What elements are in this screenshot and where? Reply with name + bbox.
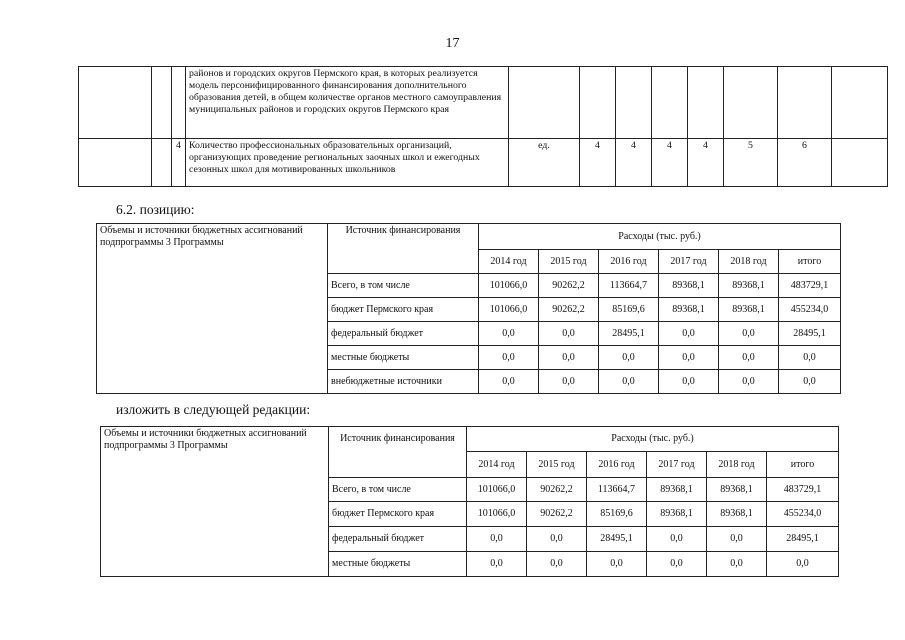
year-header: 2017 год <box>647 452 707 478</box>
value-cell: 89368,1 <box>659 298 719 322</box>
value-cell: 89368,1 <box>719 274 779 298</box>
value-cell: 101066,0 <box>467 478 527 502</box>
year-header: 2015 год <box>527 452 587 478</box>
value-cell: 0,0 <box>539 346 599 370</box>
indicators-table <box>78 66 888 187</box>
value-cell: 0,0 <box>707 527 767 552</box>
value-cell: 6 <box>778 139 832 187</box>
source-cell: бюджет Пермского края <box>329 502 467 527</box>
value-cell: 0,0 <box>599 346 659 370</box>
budget-table-old <box>96 223 841 394</box>
value-cell: 85169,6 <box>587 502 647 527</box>
source-cell: Всего, в том числе <box>329 478 467 502</box>
value-cell: 0,0 <box>659 346 719 370</box>
value-cell: 0,0 <box>719 370 779 394</box>
value-cell: 0,0 <box>599 370 659 394</box>
value-cell: 0,0 <box>659 322 719 346</box>
expenses-header: Расходы (тыс. руб.) <box>479 224 841 250</box>
value-cell: 89368,1 <box>719 298 779 322</box>
indicator-number: 4 <box>172 139 186 187</box>
year-header: 2014 год <box>479 250 539 274</box>
value-cell: 90262,2 <box>539 298 599 322</box>
indicator-unit: ед. <box>509 139 580 187</box>
year-header: итого <box>767 452 839 478</box>
value-cell: 0,0 <box>479 346 539 370</box>
section-heading: изложить в следующей редакции: <box>116 402 311 417</box>
value-cell: 89368,1 <box>647 502 707 527</box>
section-heading: 6.2. позицию: <box>116 202 195 217</box>
value-cell: 0,0 <box>779 346 841 370</box>
value-cell: 0,0 <box>719 322 779 346</box>
source-header: Источник финансирования <box>329 427 467 478</box>
value-cell: 0,0 <box>479 370 539 394</box>
source-cell: местные бюджеты <box>328 346 479 370</box>
value-cell: 90262,2 <box>527 478 587 502</box>
value-cell: 0,0 <box>527 527 587 552</box>
value-cell: 4 <box>616 139 652 187</box>
year-header: 2016 год <box>587 452 647 478</box>
value-cell: 455234,0 <box>767 502 839 527</box>
value-cell: 4 <box>688 139 724 187</box>
value-cell: 113664,7 <box>599 274 659 298</box>
year-header: 2018 год <box>719 250 779 274</box>
source-cell: внебюджетные источники <box>328 370 479 394</box>
value-cell: 90262,2 <box>527 502 587 527</box>
value-cell: 113664,7 <box>587 478 647 502</box>
value-cell: 0,0 <box>719 346 779 370</box>
value-cell: 4 <box>580 139 616 187</box>
value-cell: 0,0 <box>539 322 599 346</box>
year-header: 2014 год <box>467 452 527 478</box>
value-cell: 0,0 <box>767 552 839 577</box>
table-row <box>79 139 888 187</box>
source-cell: Всего, в том числе <box>328 274 479 298</box>
source-cell: бюджет Пермского края <box>328 298 479 322</box>
year-header: 2016 год <box>599 250 659 274</box>
budget-table-new <box>100 426 839 577</box>
expenses-header: Расходы (тыс. руб.) <box>467 427 839 452</box>
table-row <box>101 427 839 452</box>
value-cell: 483729,1 <box>779 274 841 298</box>
source-header: Источник финансирования <box>328 224 479 274</box>
year-header: 2015 год <box>539 250 599 274</box>
value-cell: 4 <box>652 139 688 187</box>
source-cell: федеральный бюджет <box>329 527 467 552</box>
value-cell: 101066,0 <box>467 502 527 527</box>
indicator-text: Количество профессиональных образовательных организаций, организующих проведение региональных заочных школ и ежегодных сезонных школ для мотивированных школьников <box>186 139 509 187</box>
value-cell: 0,0 <box>659 370 719 394</box>
value-cell: 0,0 <box>467 527 527 552</box>
year-header: 2018 год <box>707 452 767 478</box>
value-cell: 28495,1 <box>599 322 659 346</box>
value-cell: 28495,1 <box>587 527 647 552</box>
table-row <box>97 224 841 250</box>
value-cell: 89368,1 <box>707 478 767 502</box>
value-cell: 0,0 <box>779 370 841 394</box>
value-cell: 89368,1 <box>707 502 767 527</box>
value-cell: 28495,1 <box>767 527 839 552</box>
value-cell: 0,0 <box>647 552 707 577</box>
value-cell: 90262,2 <box>539 274 599 298</box>
table-row <box>79 67 888 139</box>
indicator-text: районов и городских округов Пермского края, в которых реализуется модель персонифицированного финансирования дополнительного образования детей, в общем количестве органов местного самоуправления муниципальных районов и городских округов Пермского края <box>186 67 509 139</box>
value-cell: 85169,6 <box>599 298 659 322</box>
year-header: итого <box>779 250 841 274</box>
value-cell: 483729,1 <box>767 478 839 502</box>
program-label: Объемы и источники бюджетных ассигнований подпрограммы 3 Программы <box>97 224 328 394</box>
value-cell: 101066,0 <box>479 298 539 322</box>
value-cell: 0,0 <box>647 527 707 552</box>
source-cell: местные бюджеты <box>329 552 467 577</box>
value-cell: 5 <box>724 139 778 187</box>
program-label: Объемы и источники бюджетных ассигнований подпрограммы 3 Программы <box>101 427 329 577</box>
year-header: 2017 год <box>659 250 719 274</box>
value-cell: 89368,1 <box>659 274 719 298</box>
value-cell: 0,0 <box>587 552 647 577</box>
value-cell: 0,0 <box>527 552 587 577</box>
page-number: 17 <box>445 36 460 51</box>
value-cell: 0,0 <box>479 322 539 346</box>
value-cell: 455234,0 <box>779 298 841 322</box>
value-cell: 89368,1 <box>647 478 707 502</box>
value-cell: 101066,0 <box>479 274 539 298</box>
value-cell: 0,0 <box>539 370 599 394</box>
value-cell: 0,0 <box>707 552 767 577</box>
source-cell: федеральный бюджет <box>328 322 479 346</box>
value-cell: 0,0 <box>467 552 527 577</box>
value-cell: 28495,1 <box>779 322 841 346</box>
